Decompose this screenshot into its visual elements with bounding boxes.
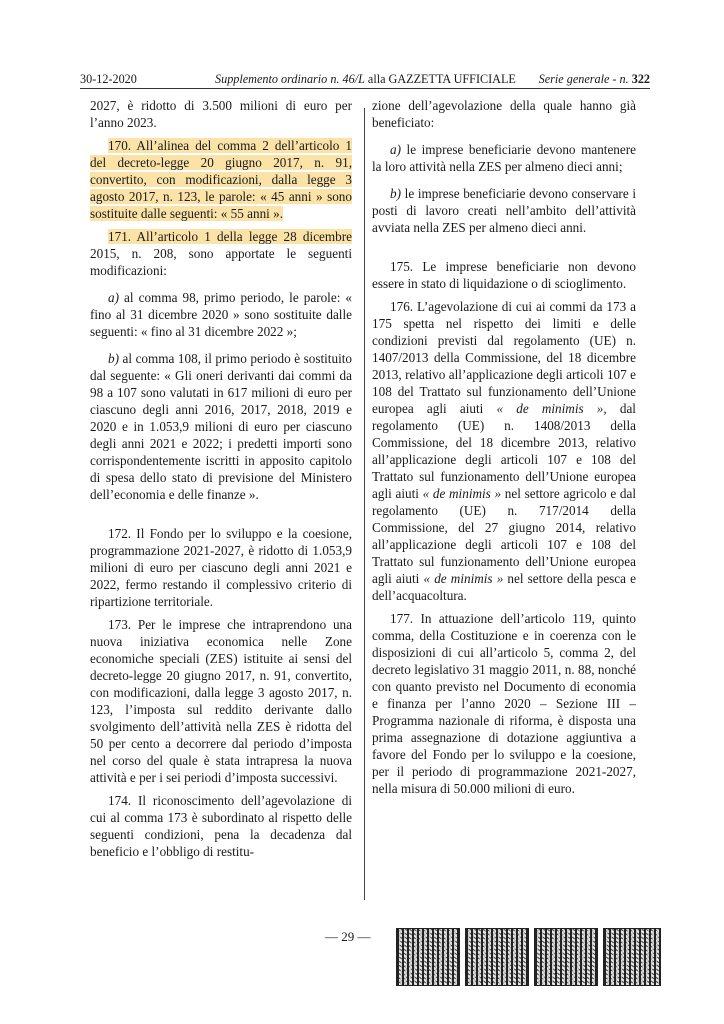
paragraph-176-part-c: nel settore agricolo e dal regolamento (UE) n. 717/2014 della Commissione, del 27 giugno 2014, relativo all’applicazione degli articoli 107 e 108 del Trattato sul funzionamento dell’Unione europea agli aiuti <box>372 486 636 586</box>
barcode-image-4 <box>603 928 661 986</box>
paragraph-171-rest: 2015, n. 208, sono apportate le seguenti modificazioni: <box>90 246 352 278</box>
paragraph-174: 174. Il riconoscimento dell’agevolazione di cui al comma 173 è subordinato al rispetto delle seguenti condizioni, pena la decadenza dal beneficio e l’obbligo di restitu- <box>90 793 352 859</box>
paragraph-continuation-right: zione dell’agevolazione della quale hanno già beneficiato: <box>372 98 636 130</box>
right-column <box>372 97 636 797</box>
paragraph-173: 173. Per le imprese che intraprendono una nuova iniziativa economica nelle Zone economiche speciali (ZES) istituite ai sensi del decreto-legge 20 giugno 2017, n. 91, convertito, con modificazioni, dalla legge 3 agosto 2017, n. 123, l’imposta sul reddito derivante dallo svolgimento dell’attività nella ZES è ridotta del 50 per cento a decorrere dal periodo d’imposta nel corso del quale è stata intrapresa la nuova attività e per i sei periodi d’imposta successivi. <box>90 617 352 785</box>
paragraph-172: 172. Il Fondo per lo sviluppo e la coesione, programmazione 2021-2027, è ridotto di 1.053,9 milioni di euro per ciascuno degli anni 2021 e 2022, fermo restando il complessivo criterio di ripartizione territoriale. <box>90 526 352 609</box>
item-171-b-label: b) <box>108 351 119 366</box>
page-number: — 29 — <box>325 929 371 944</box>
column-separator <box>364 108 365 900</box>
paragraph-176-part-a: 176. L’agevolazione di cui ai commi da 173 a 175 spetta nel rispetto dei limiti e delle condizioni previsti dal regolamento (UE) n. 1407/2013 della Commissione, del 18 dicembre 2013, relativo all’applicazione degli articoli 107 e 108 del Trattato sul funzionamento dell’Unione europea agli aiuti <box>372 299 636 416</box>
header-title <box>215 72 516 86</box>
header-gazette: alla GAZZETTA UFFICIALE <box>367 72 516 86</box>
item-171-b-text: al comma 108, il primo periodo è sostituito dal seguente: « Gli oneri derivanti dai commi da 98 a 107 sono valutati in 617 milioni di euro per ciascuno degli anni 2016, 2017, 2018, 2019 e 2020 e in 1.053,9 milioni di euro per ciascuno degli anni 2021 e 2022; i predetti importi sono corrispondentemente iscritti in apposito capitolo di spesa dello stato di previsione del Ministero dell’economia e delle finanze ». <box>90 351 352 502</box>
item-171-a-label: a) <box>108 290 119 305</box>
paragraph-177: 177. In attuazione dell’articolo 119, quinto comma, della Costituzione e in coerenza con le disposizioni di cui all’articolo 5, comma 2, del decreto legislativo 31 maggio 2011, n. 88, nonché con quanto previsto nel Documento di economia e finanza per l’anno 2020 – Sezione III – Programma nazionale di riforma, è disposta una prima assegnazione di dotazione aggiuntiva a favore del Fondo per lo sviluppo e la coesione, per il periodo di programmazione 2021-2027, nella misura di 50.000 milioni di euro. <box>372 611 636 796</box>
header-rule <box>80 88 650 89</box>
barcode-image-1 <box>396 928 460 986</box>
de-minimis-2: « de minimis » <box>422 486 502 501</box>
paragraph-176-part-d: nel settore della pesca e dell’acquacoltura. <box>372 571 636 603</box>
item-171-a-text: al comma 98, primo periodo, le parole: « fino al 31 dicembre 2020 » sono sostituite dalle seguenti: « fino al 31 dicembre 2022 »; <box>90 290 352 339</box>
item-174-a-label: a) <box>390 142 401 157</box>
header-series-number: 322 <box>631 72 650 86</box>
de-minimis-1: « de minimis » <box>496 401 604 416</box>
left-column <box>90 97 352 860</box>
barcode-image-3 <box>534 928 598 986</box>
item-171-b <box>90 350 352 503</box>
paragraph-176-part-b: , dal regolamento (UE) n. 1408/2013 della Commissione, del 18 dicembre 2013, relativo all’applicazione degli articoli 107 e 108 del Trattato sul funzionamento dell’Unione europea agli aiuti <box>372 401 636 501</box>
highlight-171: 171. All’articolo 1 della legge 28 dicembre <box>108 229 352 244</box>
paragraph-171 <box>90 228 352 279</box>
header-series-label: Serie generale - n. <box>538 72 629 86</box>
barcode-image-2 <box>465 928 529 986</box>
de-minimis-3: « de minimis » <box>423 571 504 586</box>
paragraph-175: 175. Le imprese beneficiarie non devono essere in stato di liquidazione o di scioglimento. <box>372 259 636 291</box>
item-174-b-text: le imprese beneficiarie devono conservare i posti di lavoro creati nell’ambito dell’attività avviata nella ZES per almeno dieci anni. <box>372 186 636 235</box>
paragraph-170 <box>90 137 352 222</box>
item-174-b-label: b) <box>390 186 401 201</box>
header-supplement: Supplemento ordinario n. 46/L <box>215 72 365 86</box>
item-174-a <box>372 141 636 175</box>
highlight-170: 170. All’alinea del comma 2 dell’articolo 1 del decreto-legge 20 giugno 2017, n. 91, convertito, con modificazioni, dalla legge 3 agosto 2017, n. 123, le parole: « 45 anni » sono sostituite dalle seguenti: « 55 anni ». <box>90 138 352 221</box>
paragraph-continuation-left: 2027, è ridotto di 3.500 milioni di euro per l’anno 2023. <box>90 98 352 130</box>
item-171-a <box>90 289 352 340</box>
paragraph-176 <box>372 298 636 604</box>
header-date: 30-12-2020 <box>80 72 137 86</box>
header-series <box>539 72 650 86</box>
running-header <box>80 72 650 86</box>
page-footer <box>0 928 724 948</box>
item-174-b <box>372 185 636 236</box>
item-174-a-text: le imprese beneficiarie devono mantenere la loro attività nella ZES per almeno dieci anni; <box>372 142 636 174</box>
